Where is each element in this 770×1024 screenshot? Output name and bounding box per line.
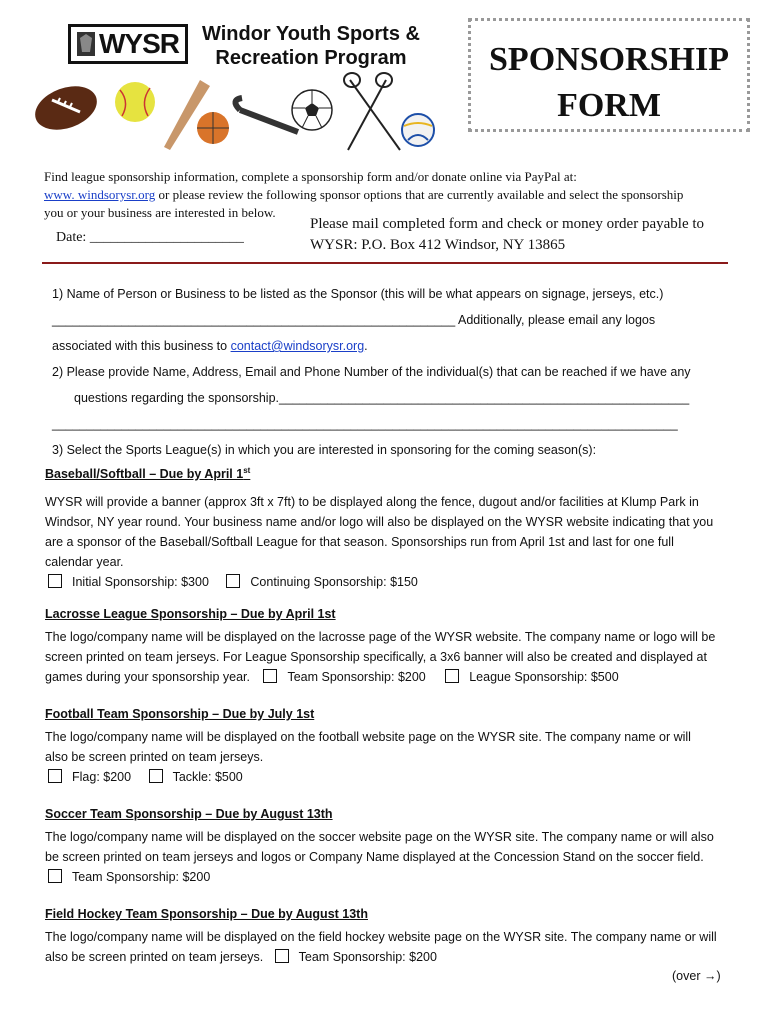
- lacrosse-league-checkbox[interactable]: [445, 669, 459, 683]
- soccer-heading: Soccer Team Sponsorship – Due by August 13th: [45, 807, 333, 821]
- question-2: 2) Please provide Name, Address, Email and Phone Number of the individual(s) that can be reached if we have any: [52, 365, 691, 379]
- logo-email-note: associated with this business to contact@windsorysr.org.: [52, 339, 368, 353]
- contact-info-line-2[interactable]: __________________________________________________________________________________________: [52, 417, 678, 431]
- sponsor-name-line[interactable]: __________________________________________________________ Additionally, please email any logos: [52, 313, 656, 327]
- basketball-icon: [197, 112, 229, 144]
- tackle-checkbox[interactable]: [149, 769, 163, 783]
- soccer-team-checkbox[interactable]: [48, 869, 62, 883]
- contact-info-line[interactable]: questions regarding the sponsorship.___________________________________________________________: [74, 391, 690, 405]
- football-heading: Football Team Sponsorship – Due by July 1st: [45, 707, 315, 721]
- wysr-logo: [68, 24, 188, 64]
- org-name: Windor Youth Sports & Recreation Program: [202, 23, 420, 69]
- initial-sponsorship-checkbox[interactable]: [48, 574, 62, 588]
- question-3: 3) Select the Sports League(s) in which you are interested in sponsoring for the coming season(s):: [52, 443, 597, 457]
- mascot-icon: [75, 30, 97, 58]
- field-hockey-description: The logo/company name will be displayed on the field hockey website page on the WYSR site. The company name or will also be screen printed on team jerseys. Team Sponsorship: $200: [45, 930, 717, 964]
- football-options: Flag: $200 Tackle: $500: [48, 767, 243, 787]
- flag-checkbox[interactable]: [48, 769, 62, 783]
- field-hockey-team-checkbox[interactable]: [275, 949, 289, 963]
- contact-email-link[interactable]: contact@windsorysr.org: [230, 339, 365, 353]
- soccer-ball-icon: [292, 90, 332, 130]
- sports-equipment-illustration: [30, 70, 450, 160]
- baseball-description: WYSR will provide a banner (approx 3ft x 7ft) to be displayed along the fence, dugout and/or facilities at Klump Park in Windsor, NY year round. Your business name and/or logo will also be displayed on the WYSR website indicating that you are a sponsor of the Baseball/Softball League for that season. Sponsorships run from April 1st and last for one full calendar year.: [45, 495, 714, 569]
- soccer-description: The logo/company name will be displayed on the soccer website page on the WYSR site. The company name or will also be screen printed on team jerseys and logos or Company Name displayed at the Concession Stand on the soccer field.: [45, 830, 714, 864]
- football-icon: [30, 78, 103, 137]
- form-title: SPONSORSHIP FORM: [468, 18, 750, 132]
- question-1: 1) Name of Person or Business to be listed as the Sponsor (this will be what appears on signage, jerseys, etc.): [52, 287, 664, 301]
- lacrosse-heading: Lacrosse League Sponsorship – Due by April 1st: [45, 607, 336, 621]
- continuing-sponsorship-checkbox[interactable]: [226, 574, 240, 588]
- softball-icon: [115, 82, 155, 122]
- divider: [42, 262, 728, 264]
- baseball-options: Initial Sponsorship: $300 Continuing Sponsorship: $150: [48, 572, 418, 592]
- intro-text: Find league sponsorship information, complete a sponsorship form and/or donate online via PayPal at: www. windsorysr.org or please review the following sponsor options that are currently available and select the sponsorship you or your business are interested in below.: [44, 169, 684, 220]
- over-note: (over →): [672, 969, 721, 983]
- lacrosse-description: The logo/company name will be displayed on the lacrosse page of the WYSR website. The company name or logo will be screen printed on team jerseys. For League Sponsorship specifically, a 3x6 banner will also be created and displayed at games during your sponsorship year. Team Sponsorship: $200 League Sponsorship: $500: [45, 630, 716, 684]
- soccer-options: Team Sponsorship: $200: [48, 867, 210, 887]
- logo-text: WYSR: [99, 28, 179, 59]
- date-field[interactable]: Date: ______________________: [56, 230, 244, 245]
- mailing-instructions: Please mail completed form and check or money order payable to WYSR: P.O. Box 412 Windsor, NY 13865: [310, 216, 705, 253]
- lacrosse-sticks-icon: [344, 73, 400, 150]
- field-hockey-stick-icon: [235, 98, 298, 132]
- volleyball-icon: [402, 114, 434, 146]
- lacrosse-team-checkbox[interactable]: [263, 669, 277, 683]
- field-hockey-heading: Field Hockey Team Sponsorship – Due by August 13th: [45, 907, 368, 921]
- football-description: The logo/company name will be displayed on the football website page on the WYSR site. The company name or will also be screen printed on team jerseys.: [45, 730, 691, 764]
- website-link[interactable]: www. windsorysr.org: [44, 187, 156, 202]
- baseball-heading: Baseball/Softball – Due by April 1st: [45, 466, 251, 482]
